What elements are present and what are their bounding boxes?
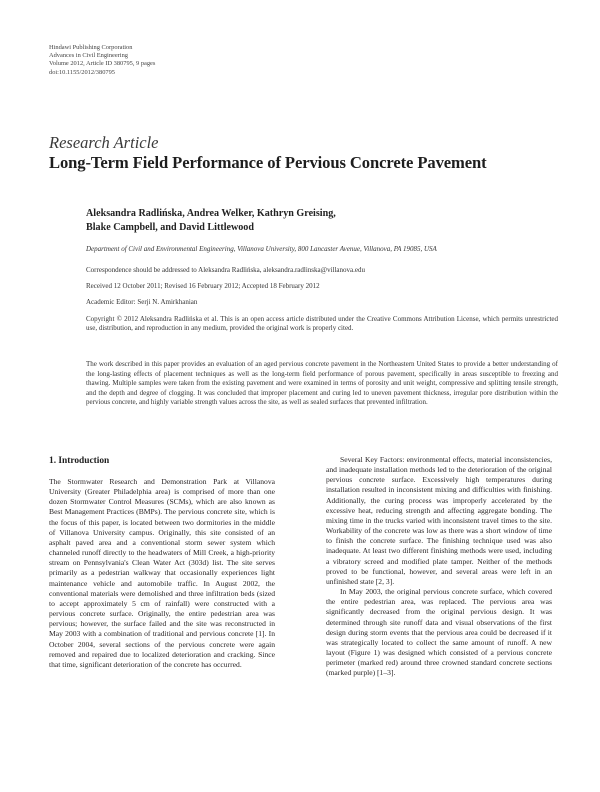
author-list	[86, 207, 336, 235]
copyright-notice: Copyright © 2012 Aleksandra Radlińska et al. This is an open access article distributed under the Creative Commons Attribution License, which permits unrestricted use, distribution, and reproduction in any medium, provided the original work is properly cited.	[86, 315, 558, 333]
doi: doi:10.1155/2012/380795	[49, 68, 115, 76]
introduction-paragraph-2: Several Key Factors: environmental effects, material inconsistencies, and inadequate installation methods led to the deterioration of the original pervious concrete surface. Excessively high temperatures during installation resulted in inconsistent mixing and difficulties with finishing. Additionally, the curing process was improperly accelerated by the excessive heat, reducing strength and affecting aggregate bonding. The mixing time in the trucks varied with inconsistent travel times to the site. Workability of the concrete was low as there was a short window of time to finish the concrete surface. The finishing technique used was also inadequate. At least two different finishing methods were used, including a vibratory screed and modified plate tamper. Neither of the methods proved to be functional, however, and several areas were left in an unfinished state [2, 3].	[326, 455, 552, 586]
volume-info: Volume 2012, Article ID 380795, 9 pages	[49, 60, 156, 68]
academic-editor: Academic Editor: Serji N. Amirkhanian	[86, 298, 198, 306]
introduction-paragraph-3: In May 2003, the original pervious concrete surface, which covered the entire pedestrian area, was replaced. The pervious area was significantly decreased from the original pervious design. It was determined through site runoff data and visual observations of the first design during storm events that the pervious area could be decreased if it was strategically located to collect the same amount of runoff. A new layout (Figure 1) was designed which consisted of a pervious concrete perimeter (marked red) around three crowned standard concrete sections (marked purple) [1–3].	[326, 587, 552, 678]
article-type: Research Article	[49, 133, 159, 152]
left-column	[49, 455, 275, 670]
authors-line-2: Blake Campbell, and David Littlewood	[86, 222, 254, 233]
introduction-paragraph-1: The Stormwater Research and Demonstration Park at Villanova University (Greater Philadelphia area) is comprised of more than one dozen Stormwater Control Measures (SCMs), which are also known as Best Management Practices (BMPs). The pervious concrete site, which is the focus of this paper, is located between two dormitories in the middle of Villanova University campus. Originally, this site consisted of an asphalt paved area and a conventional storm sewer system which channeled runoff directly to the headwaters of Mill Creek, a high-priority stream on Pennsylvania's Clean Water Act (303d) list. The site serves primarily as a pedestrian walkway that occasionally experiences light maintenance vehicle and automobile traffic. In August 2002, the conventional materials were demolished and three infiltration beds (sized to accept approximately 5 cm of rainfall) were constructed with a pervious concrete surface. Originally, the entire pedestrian area was pervious; however, the surface failed and the site was reconstructed in May 2003 with a combination of traditional and pervious concrete [1]. In October 2004, several sections of the pervious concrete were again removed and repaired due to localized deterioration and cracking. Since that time, significant deterioration of the concrete has occurred.	[49, 477, 275, 669]
abstract: The work described in this paper provides an evaluation of an aged pervious concrete pavement in the Northeastern United States to provide a better understanding of the long-lasting effects of placement techniques as well as the long-term field performance of porous pavement, specifically in areas susceptible to freezing and thawing. Multiple samples were taken from the existing pavement and were examined in terms of porosity and unit weight, compressive and splitting tensile strength, and the depth and degree of clogging. It was concluded that improper placement and curing led to uneven pavement thickness, irregular pore distribution within the pervious concrete, and highly variable strength values across the site, as well as sealed surfaces that prevented infiltration.	[86, 360, 558, 406]
submission-dates: Received 12 October 2011; Revised 16 February 2012; Accepted 18 February 2012	[86, 282, 320, 290]
authors-line-1: Aleksandra Radlińska, Andrea Welker, Kathryn Greising,	[86, 208, 336, 219]
section-heading-introduction: 1. Introduction	[49, 456, 110, 466]
publisher: Hindawi Publishing Corporation	[49, 44, 133, 51]
publication-info	[49, 44, 155, 77]
right-column	[326, 455, 552, 678]
paper-title: Long-Term Field Performance of Pervious Concrete Pavement	[49, 153, 487, 172]
affiliation: Department of Civil and Environmental Engineering, Villanova University, 800 Lancaster Avenue, Villanova, PA 19085, USA	[86, 245, 437, 253]
correspondence: Correspondence should be addressed to Aleksandra Radlińska, aleksandra.radlinska@villanova.edu	[86, 266, 365, 274]
journal-name: Advances in Civil Engineering	[49, 52, 128, 60]
